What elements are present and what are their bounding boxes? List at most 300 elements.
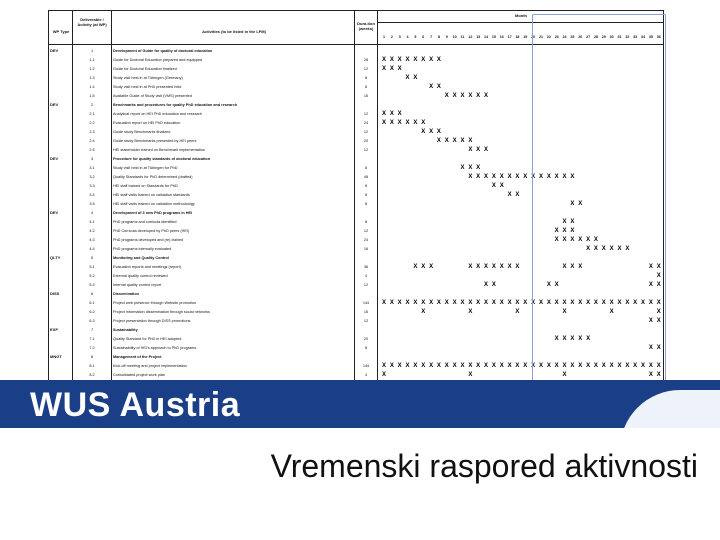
month-mark: X [570,237,575,243]
month-mark: X [570,228,575,234]
activity-text-cell: HEI staff trained on Standards for PhD [113,184,178,188]
duration-cell: 16 [363,94,369,98]
month-mark: X [476,300,481,306]
month-number: 16 [499,35,504,39]
month-mark: X [656,318,661,324]
month-mark: X [413,363,418,369]
month-number: 29 [601,35,606,39]
activity-number-cell: 5.1 [89,265,95,269]
month-mark: X [436,138,441,144]
activity-text-cell: Development of Guide for quality of doctoral education [113,49,213,53]
month-mark: X [468,138,473,144]
activity-number-cell: 3.1 [89,166,95,170]
month-mark: X [381,57,386,63]
month-mark: X [436,300,441,306]
month-mark: X [491,363,496,369]
month-number: 34 [641,35,646,39]
activity-number-cell: 5 [90,256,94,260]
month-number: 27 [586,35,591,39]
month-mark: X [484,282,489,288]
month-mark: X [389,363,394,369]
activity-text-cell: Consolidated project work plan [113,373,165,377]
month-mark: X [397,300,402,306]
month-mark: X [648,282,653,288]
activity-number-cell: 6.1 [89,301,95,305]
month-mark: X [413,75,418,81]
month-mark: X [421,363,426,369]
month-mark: X [554,363,559,369]
activity-number-cell: 2.1 [89,112,95,116]
duration-cell: 20 [363,337,369,341]
activity-text-cell: Benchmarks and procedures for quality PhD education and research [113,103,238,107]
month-mark: X [523,363,528,369]
month-mark: X [570,174,575,180]
month-mark: X [507,174,512,180]
month-mark: X [531,363,536,369]
activity-text-cell: Analytical report on HEI PhD education and research [113,112,203,116]
month-mark: X [429,57,434,63]
month-mark: X [444,300,449,306]
month-number: 14 [484,35,489,39]
activity-text-cell: PhD programs internally evaluated [113,247,172,251]
duration-cell: 4 [364,274,368,278]
month-mark: X [484,174,489,180]
organization-name: WUS Austria [30,386,241,424]
month-mark: X [578,264,583,270]
activity-text-cell: HEI stakeholder trained on Benchmark implementation [113,148,206,152]
month-number: 3 [398,35,401,39]
activity-text-cell: Study visit held in at PhD presented held [113,85,182,89]
month-mark: X [641,363,646,369]
month-mark: X [484,264,489,270]
month-mark: X [444,363,449,369]
month-mark: X [538,300,543,306]
month-number: 26 [578,35,583,39]
activity-number-cell: 6.3 [89,319,95,323]
month-mark: X [476,165,481,171]
month-mark: X [578,363,583,369]
month-mark: X [421,300,426,306]
duration-cell: 24 [363,238,369,242]
duration-cell: 8 [364,346,368,350]
month-mark: X [429,84,434,90]
month-mark: X [452,138,457,144]
month-mark: X [413,57,418,63]
month-mark: X [381,372,386,378]
duration-cell: 8 [364,166,368,170]
activity-number-cell: 2.2 [89,121,95,125]
month-mark: X [617,300,622,306]
month-mark: X [531,174,536,180]
month-mark: X [625,246,630,252]
month-mark: X [562,309,567,315]
month-mark: X [570,336,575,342]
month-mark: X [586,246,591,252]
activity-number-cell: 1.4 [89,85,95,89]
month-number: 24 [562,35,567,39]
duration-cell: 12 [363,229,369,233]
month-mark: X [444,138,449,144]
header-deliverable: Deliverable / Activity (at WP) [77,17,107,27]
month-mark: X [499,264,504,270]
month-mark: X [389,111,394,117]
month-mark: X [648,264,653,270]
month-mark: X [656,345,661,351]
activity-text-cell: Available Guide of Study visit (VMS) presented [113,94,192,98]
month-number: 18 [515,35,520,39]
activity-text-cell: Sustainability [113,328,138,332]
month-mark: X [499,174,504,180]
activity-number-cell: 1.5 [89,94,95,98]
month-mark: X [507,192,512,198]
month-mark: X [507,264,512,270]
activity-number-cell: 5.3 [89,283,95,287]
month-mark: X [484,363,489,369]
month-mark: X [570,363,575,369]
activity-number-cell: 3 [90,157,94,161]
month-mark: X [405,57,410,63]
wp-type-cell: DEV [50,156,59,161]
month-mark: X [389,66,394,72]
duration-cell: 8 [364,220,368,224]
month-mark: X [468,372,473,378]
activity-text-cell: Evaluation report on HEI PhD education [113,121,181,125]
duration-cell: 8 [364,76,368,80]
month-mark: X [405,300,410,306]
month-mark: X [656,363,661,369]
header-duration: Dura-tion (weeks) [357,21,375,31]
month-mark: X [554,300,559,306]
month-mark: X [617,363,622,369]
wp-type-cell: DEV [50,210,59,215]
month-mark: X [562,300,567,306]
activity-text-cell: Guide study Benchmarks finalized [113,130,171,134]
month-mark: X [562,264,567,270]
month-mark: X [601,300,606,306]
activity-number-cell: 7.2 [89,346,95,350]
month-mark: X [468,264,473,270]
duration-cell: 144 [362,301,370,305]
month-mark: X [554,336,559,342]
month-mark: X [452,363,457,369]
duration-cell: 12 [363,112,369,116]
month-mark: X [633,300,638,306]
activity-number-cell: 8.1 [89,364,95,368]
month-mark: X [625,300,630,306]
month-mark: X [515,363,520,369]
month-mark: X [460,138,465,144]
month-mark: X [609,300,614,306]
month-number: 21 [539,35,543,39]
month-number: 6 [422,35,425,39]
month-mark: X [562,219,567,225]
month-mark: X [609,309,614,315]
month-mark: X [578,201,583,207]
activity-number-cell: 3.5 [89,202,95,206]
activity-text-cell: Study visit held in at Tübingen (Germany) [113,76,183,80]
activity-number-cell: 2.4 [89,139,95,143]
activity-text-cell: External quality control reviewed [113,274,168,278]
activity-text-cell: Procedure for quality standards of doctoral education [113,157,211,161]
activity-text-cell: Quality Standard for PhD in HEI adopted [113,337,182,341]
month-mark: X [484,300,489,306]
month-mark: X [593,237,598,243]
month-mark: X [421,309,426,315]
month-mark: X [421,57,426,63]
month-mark: X [405,75,410,81]
month-mark: X [413,120,418,126]
activity-number-cell: 1 [90,49,94,53]
month-number: 22 [546,35,551,39]
month-mark: X [381,300,386,306]
activity-text-cell: Management of the Project [113,355,162,359]
month-mark: X [570,201,575,207]
month-mark: X [397,111,402,117]
activity-number-cell: 8.2 [89,373,95,377]
month-mark: X [609,246,614,252]
month-mark: X [562,174,567,180]
month-number: 33 [633,35,638,39]
activity-text-cell: Guide for Doctoral Education finalized [113,67,177,71]
month-number: 5 [414,35,417,39]
month-number: 10 [452,35,457,39]
month-mark: X [656,282,661,288]
month-mark: X [452,300,457,306]
duration-cell: 24 [363,121,369,125]
month-mark: X [468,363,473,369]
duration-cell: 8 [364,85,368,89]
month-mark: X [405,120,410,126]
month-mark: X [460,300,465,306]
month-mark: X [578,336,583,342]
duration-cell: 4 [364,373,368,377]
activity-number-cell: 5.2 [89,274,95,278]
month-mark: X [491,300,496,306]
month-mark: X [436,129,441,135]
activity-number-cell: 1.2 [89,67,95,71]
month-mark: X [609,363,614,369]
month-number: 23 [554,35,559,39]
duration-cell: 8 [364,184,368,188]
wp-type-cell: DISS [50,291,60,296]
month-number: 19 [523,35,528,39]
month-mark: X [381,363,386,369]
activity-text-cell: Guide for Doctoral Education prepared and equipped [113,58,203,62]
activity-text-cell: Development of 3 new PhD programs in HEI [113,211,193,215]
month-mark: X [648,318,653,324]
month-number: 9 [445,35,448,39]
month-mark: X [476,264,481,270]
month-mark: X [460,165,465,171]
month-mark: X [538,363,543,369]
month-mark: X [586,336,591,342]
duration-cell: 12 [363,130,369,134]
activity-number-cell: 1.3 [89,76,95,80]
activity-number-cell: 1.1 [89,58,95,62]
month-mark: X [546,174,551,180]
month-number: 4 [406,35,409,39]
month-mark: X [444,93,449,99]
month-mark: X [484,93,489,99]
month-mark: X [562,237,567,243]
month-mark: X [397,363,402,369]
month-mark: X [476,147,481,153]
activity-number-cell: 4.4 [89,247,95,251]
month-mark: X [648,300,653,306]
month-mark: X [562,363,567,369]
month-mark: X [562,336,567,342]
month-mark: X [468,174,473,180]
month-mark: X [421,264,426,270]
activity-text-cell: PhD Curricula developed by PhD peers (HEI) [113,229,190,233]
month-mark: X [484,147,489,153]
month-mark: X [405,363,410,369]
activity-number-cell: 7 [90,328,94,332]
month-mark: X [491,264,496,270]
month-mark: X [436,363,441,369]
month-mark: X [554,228,559,234]
duration-cell: 16 [363,310,369,314]
wp-type-cell: QLTY [50,255,61,260]
month-mark: X [413,300,418,306]
month-mark: X [648,363,653,369]
month-mark: X [648,345,653,351]
activity-text-cell: HEI staff visits trained on validation standards [113,193,190,197]
activity-text-cell: Kick-off meeting and project implementation [113,364,187,368]
duration-cell: 8 [364,202,368,206]
month-mark: X [436,84,441,90]
activity-text-cell: Quality Standards for PhD determined (drafted) [113,175,193,179]
month-mark: X [381,120,386,126]
month-mark: X [625,363,630,369]
activity-text-cell: Study visit held in at Tübingen for PhD [113,166,178,170]
month-mark: X [601,246,606,252]
activity-number-cell: 2.3 [89,130,95,134]
month-mark: X [656,273,661,279]
month-mark: X [562,228,567,234]
month-mark: X [421,120,426,126]
duration-cell: 12 [363,148,369,152]
month-mark: X [491,282,496,288]
month-mark: X [554,174,559,180]
activity-number-cell: 4.1 [89,220,95,224]
activity-text-cell: Monitoring and Quality Control [113,256,169,260]
activity-number-cell: 3.2 [89,175,95,179]
month-mark: X [515,264,520,270]
month-mark: X [468,93,473,99]
wp-type-cell: DEV [50,102,59,107]
month-mark: X [381,111,386,117]
month-mark: X [397,120,402,126]
month-mark: X [546,282,551,288]
activity-number-cell: 7.1 [89,337,95,341]
month-mark: X [593,300,598,306]
month-mark: X [523,300,528,306]
month-mark: X [429,129,434,135]
header-activities: Activities (to be listed in the LFM) [202,29,266,34]
month-number: 30 [609,35,614,39]
activity-text-cell: Internal quality control report [113,283,162,287]
month-mark: X [397,57,402,63]
month-mark: X [554,282,559,288]
activity-number-cell: 4 [90,211,94,215]
duration-cell: 144 [362,364,370,368]
activity-number-cell: 3.3 [89,184,95,188]
activity-text-cell: Project information dissemination through social networks [113,310,210,314]
activity-number-cell: 4.2 [89,229,95,233]
activity-text-cell: Project presentation through DISS promotions [113,319,191,323]
duration-cell: 28 [363,58,369,62]
month-number: 13 [476,35,481,39]
month-mark: X [515,192,520,198]
activity-text-cell: Dissemination [113,292,139,296]
highlight-frame [532,14,666,388]
month-mark: X [436,57,441,63]
month-number: 8 [437,35,440,39]
month-mark: X [429,264,434,270]
activity-text-cell: Sustainability of HEI's approach to PhD programs [113,346,197,350]
month-mark: X [538,174,543,180]
month-mark: X [476,93,481,99]
month-number: 2 [390,35,393,39]
month-mark: X [515,174,520,180]
activity-text-cell: PhD programs developed and (re)-trained [113,238,184,242]
month-number: 11 [460,35,465,39]
month-mark: X [421,129,426,135]
month-mark: X [656,264,661,270]
wp-type-cell: EXP [50,327,59,332]
activity-text-cell: PhD programs and curricula identified [113,220,177,224]
month-mark: X [413,264,418,270]
month-mark: X [491,183,496,189]
month-mark: X [546,300,551,306]
month-mark: X [499,183,504,189]
activity-number-cell: 6 [90,292,94,296]
month-mark: X [578,300,583,306]
month-mark: X [468,300,473,306]
month-mark: X [515,300,520,306]
activity-text-cell: Guide study Benchmarks presented by HEI peers [113,139,197,143]
month-mark: X [476,174,481,180]
activity-number-cell: 2 [90,103,94,107]
month-number: 15 [491,35,496,39]
month-mark: X [570,300,575,306]
month-number: 12 [468,35,473,39]
month-mark: X [381,66,386,72]
activity-text-cell: HEI staff visits trained on validation methodology [113,202,195,206]
activity-number-cell: 2.5 [89,148,95,152]
month-mark: X [491,174,496,180]
activity-text-cell: Project web presence through Website promotion [113,301,197,305]
month-mark: X [499,300,504,306]
slide-subtitle: Vremenski raspored aktivnosti [270,448,698,484]
month-mark: X [389,120,394,126]
month-mark: X [531,300,536,306]
activity-number-cell: 6.2 [89,310,95,314]
month-mark: X [468,309,473,315]
month-mark: X [476,363,481,369]
month-mark: X [656,300,661,306]
month-number: 20 [531,35,536,39]
month-mark: X [515,309,520,315]
month-mark: X [397,66,402,72]
activity-text-cell: Evaluation reports and meetings (report) [113,265,181,269]
month-mark: X [601,363,606,369]
month-mark: X [429,363,434,369]
duration-cell: 12 [363,283,369,287]
month-mark: X [570,219,575,225]
month-number: 36 [656,35,661,39]
